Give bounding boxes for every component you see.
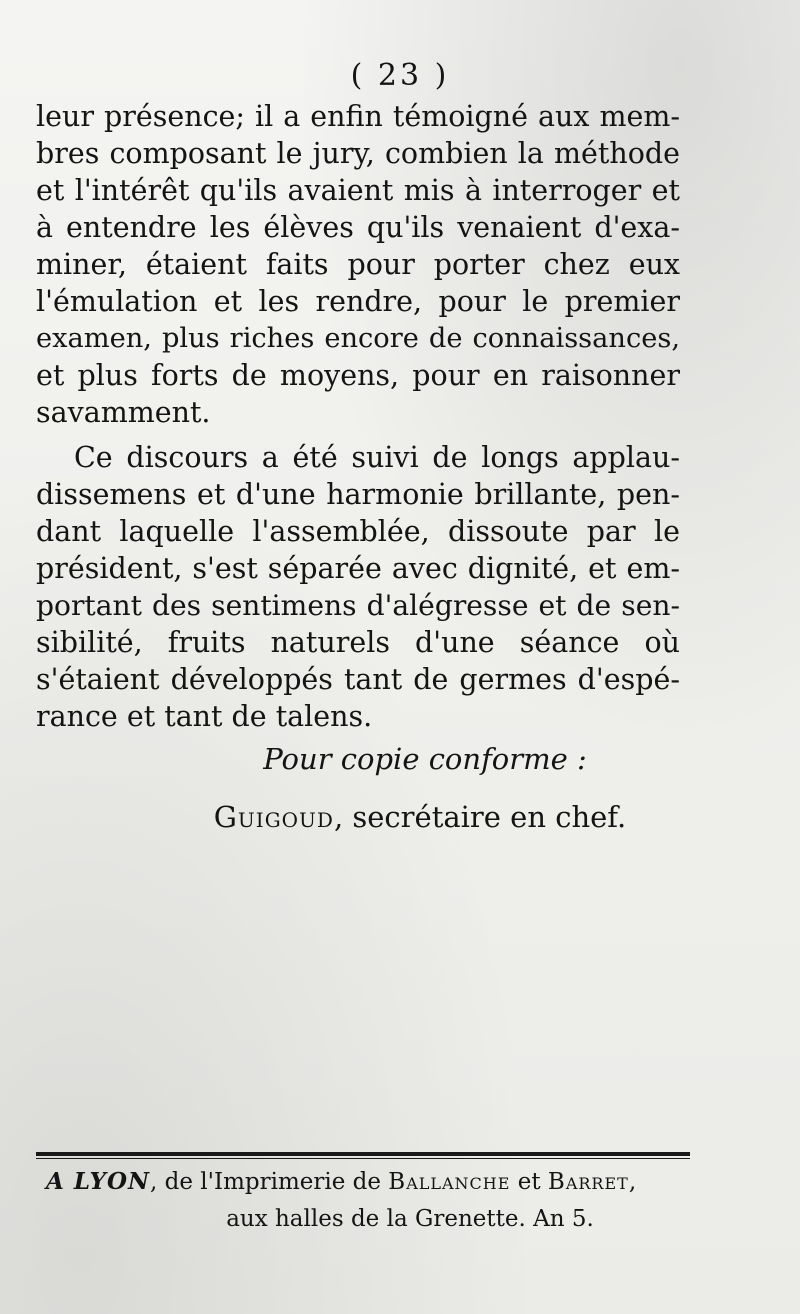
body-text	[36, 98, 680, 735]
imprint-city: A LYON	[46, 1168, 151, 1195]
text-line: miner, étaient faits pour porter chez eux	[36, 248, 680, 281]
paragraph-1	[36, 98, 680, 431]
text-line: leur présence; il a enfin témoigné aux mem-	[36, 100, 680, 133]
text-line: dant laquelle l'assemblée, dissoute par le	[36, 515, 680, 548]
text-line: à entendre les élèves qu'ils venaient d'exa-	[36, 211, 680, 244]
imprint-line-2: aux halles de la Grenette. An 5.	[226, 1206, 594, 1232]
text-line: l'émulation et les rendre, pour le premier	[36, 285, 680, 318]
text-line: portant des sentimens d'alégresse et de sen-	[36, 589, 680, 622]
text-line: Ce discours a été suivi de longs applau-	[74, 441, 680, 474]
imprint-text: , de l'Imprimerie de	[150, 1169, 389, 1195]
text-line: s'étaient développés tant de germes d'espé-	[36, 663, 680, 696]
imprint-printer-2: Barret	[547, 1169, 629, 1195]
certification-line: Pour copie conforme :	[263, 742, 587, 776]
paragraph-2	[36, 439, 680, 735]
signatory-name: Guigoud	[213, 800, 334, 834]
text-line: dissemens et d'une harmonie brillante, pen-	[36, 478, 680, 511]
text-line: bres composant le jury, combien la méthode	[36, 137, 680, 170]
text-line: savamment.	[36, 396, 211, 429]
text-line: et plus forts de moyens, pour en raisonner	[36, 359, 680, 392]
imprint-conjunction: et	[510, 1169, 548, 1195]
text-line: sibilité, fruits naturels d'une séance où	[36, 626, 680, 659]
page-number: ( 23 )	[350, 58, 450, 93]
signature	[0, 800, 800, 834]
text-line: président, s'est séparée avec dignité, et em-	[36, 552, 680, 585]
text-line: et l'intérêt qu'ils avaient mis à interroger et	[36, 174, 680, 207]
footer-rule	[36, 1152, 690, 1159]
imprint-printer-1: Ballanche	[388, 1169, 511, 1195]
text-line: rance et tant de talens.	[36, 700, 373, 733]
text-line: examen, plus riches encore de connaissances,	[36, 323, 680, 354]
imprint-line-1	[46, 1168, 696, 1195]
signatory-title: , secrétaire en chef.	[333, 800, 627, 834]
imprint-punctuation: ,	[628, 1169, 637, 1195]
